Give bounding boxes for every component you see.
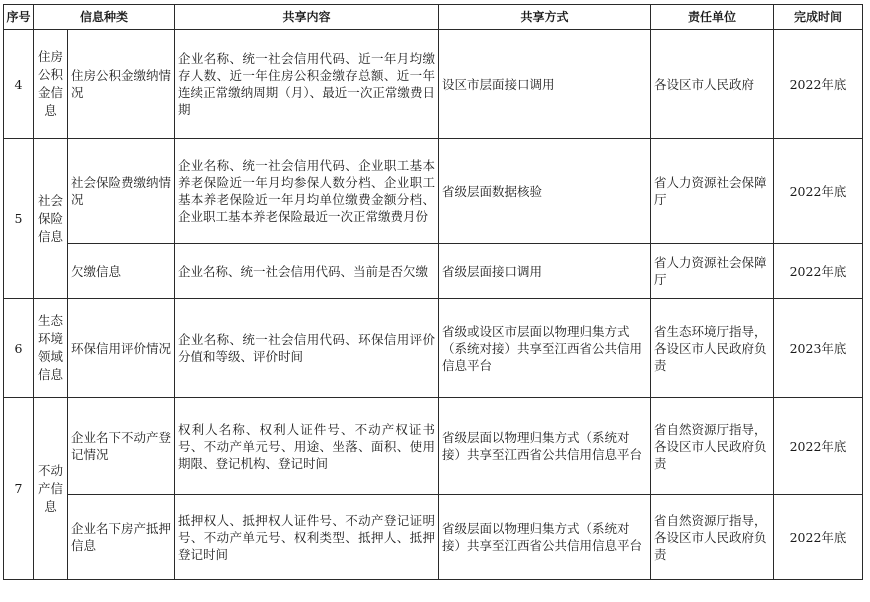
row-unit: 省自然资源厅指导，各设区市人民政府负责 — [651, 495, 774, 580]
row-time: 2023年底 — [774, 299, 863, 398]
row-unit: 省生态环境厅指导，各设区市人民政府负责 — [651, 299, 774, 398]
row-subcategory: 环保信用评价情况 — [68, 299, 175, 398]
row-category: 社会保险信息 — [34, 139, 68, 299]
table-row — [4, 495, 863, 580]
row-content: 企业名称、统一社会信用代码、当前是否欠缴 — [175, 244, 439, 299]
row-subcategory: 企业名下房产抵押信息 — [68, 495, 175, 580]
table-row — [4, 139, 863, 244]
row-time: 2022年底 — [774, 398, 863, 495]
row-method: 省级层面以物理归集方式（系统对接）共享至江西省公共信用信息平台 — [439, 398, 651, 495]
header-time: 完成时间 — [774, 5, 863, 30]
table-row — [4, 30, 863, 139]
row-seq: 5 — [4, 139, 34, 299]
row-unit: 省人力资源社会保障厅 — [651, 244, 774, 299]
row-content: 权利人名称、权利人证件号、不动产权证书号、不动产单元号、用途、坐落、面积、使用期限、登记机构、登记时间 — [175, 398, 439, 495]
table-row — [4, 299, 863, 398]
row-time: 2022年底 — [774, 495, 863, 580]
row-subcategory: 住房公积金缴纳情况 — [68, 30, 175, 139]
row-content: 企业名称、统一社会信用代码、企业职工基本养老保险近一年月均参保人数分档、企业职工基本养老保险近一年月均单位缴费金额分档、企业职工基本养老保险最近一次正常缴费月份 — [175, 139, 439, 244]
row-content: 抵押权人、抵押权人证件号、不动产登记证明号、不动产单元号、权利类型、抵押人、抵押登记时间 — [175, 495, 439, 580]
header-category: 信息种类 — [34, 5, 175, 30]
row-subcategory: 欠缴信息 — [68, 244, 175, 299]
row-content: 企业名称、统一社会信用代码、近一年月均缴存人数、近一年住房公积金缴存总额、近一年连续正常缴纳周期（月）、最近一次正常缴费日期 — [175, 30, 439, 139]
table-header-row — [4, 5, 863, 30]
header-method: 共享方式 — [439, 5, 651, 30]
row-category: 生态环境领域信息 — [34, 299, 68, 398]
row-content: 企业名称、统一社会信用代码、环保信用评价分值和等级、评价时间 — [175, 299, 439, 398]
header-unit: 责任单位 — [651, 5, 774, 30]
row-method: 省级或设区市层面以物理归集方式（系统对接）共享至江西省公共信用信息平台 — [439, 299, 651, 398]
row-seq: 7 — [4, 398, 34, 580]
row-method: 省级层面以物理归集方式（系统对接）共享至江西省公共信用信息平台 — [439, 495, 651, 580]
header-seq: 序号 — [4, 5, 34, 30]
row-unit: 省人力资源社会保障厅 — [651, 139, 774, 244]
row-time: 2022年底 — [774, 30, 863, 139]
row-unit: 省自然资源厅指导，各设区市人民政府负责 — [651, 398, 774, 495]
row-seq: 4 — [4, 30, 34, 139]
header-content: 共享内容 — [175, 5, 439, 30]
row-time: 2022年底 — [774, 139, 863, 244]
row-method: 省级层面接口调用 — [439, 244, 651, 299]
row-category: 不动产信息 — [34, 398, 68, 580]
table-row — [4, 398, 863, 495]
row-unit: 各设区市人民政府 — [651, 30, 774, 139]
row-method: 省级层面数据核验 — [439, 139, 651, 244]
row-category: 住房公积金信息 — [34, 30, 68, 139]
row-subcategory: 企业名下不动产登记情况 — [68, 398, 175, 495]
row-seq: 6 — [4, 299, 34, 398]
row-method: 设区市层面接口调用 — [439, 30, 651, 139]
row-subcategory: 社会保险费缴纳情况 — [68, 139, 175, 244]
row-time: 2022年底 — [774, 244, 863, 299]
table-row — [4, 244, 863, 299]
info-sharing-table — [3, 4, 863, 580]
